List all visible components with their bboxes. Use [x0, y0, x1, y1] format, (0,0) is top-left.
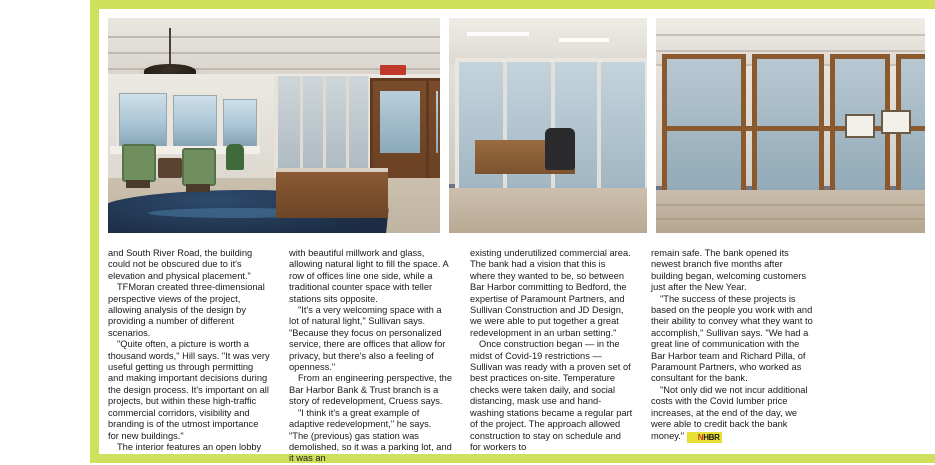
paragraph: The interior features an open lobby	[117, 441, 262, 452]
nhbr-logo-hbr: HBR	[703, 432, 720, 442]
paragraph: and South River Road, the building could not be obscured due to it's elevation and physical placement."	[108, 248, 253, 281]
paragraph: with beautiful millwork and glass, allowing natural light to fill the space. A row of offices line one side, while a traditional counter space with teller stations sits opposite.	[289, 248, 449, 304]
paragraph: "Quite often, a picture is worth a thousand words," Hill says. "It was very useful getting us through permitting and making important decisions during the design process. It's important on all projects, but within these high-traffic commercial corridors, visibility and branding is of the utmost importance for new buildings."	[108, 339, 270, 441]
paragraph: "The success of these projects is based on the people you work with and their ability to convey what they want to accomplish," Sullivan says. "We had a great line of communication with the Bar Harbor team and Richard Pilla, of Paramount Partners, who worked as consultant for the bank.	[651, 293, 813, 384]
column-1	[108, 248, 271, 462]
page-content	[108, 18, 925, 464]
paragraph: Once construction began — in the midst of Covid-19 restrictions — Sullivan was ready with a proven set of best practices on-site. Temperature checks were taken daily, and social distancing, mask use and hand-washing stations became a regular part of the project. The approach allowed construction to stay on schedule and for workers to	[470, 339, 633, 452]
paragraph	[651, 385, 814, 442]
paragraph: "It's a very welcoming space with a lot of natural light," Sullivan says. "Because they focus on personalized service, there are offices that allow for privacy, but there's also a feeling of openness."	[289, 305, 446, 373]
photo-strip	[108, 18, 925, 233]
column-3	[470, 248, 633, 462]
accent-frame-top	[90, 0, 935, 9]
article-body	[108, 248, 925, 462]
column-2	[289, 248, 452, 462]
paragraph: "I think it's a great example of adaptive redevelopment," he says. "The (previous) gas station was demolished, so it was a parking lot, and it was an	[289, 407, 452, 464]
paragraph: TFMoran created three-dimensional perspective views of the project, allowing analysis of the design by providing a number of different scenarios.	[108, 282, 265, 338]
final-paragraph-text: "Not only did we not incur additional costs with the Covid lumber price increases, at the end of the day, we were able to credit back the bank money."	[651, 384, 808, 441]
office-glass-partition-photo	[449, 18, 647, 233]
corridor-glass-doors-photo	[656, 18, 925, 233]
accent-frame-left	[90, 0, 99, 463]
column-4	[651, 248, 814, 462]
paragraph: remain safe. The bank opened its newest branch five months after building began, welcoming customers just after the New Year.	[651, 248, 807, 293]
paragraph: From an engineering perspective, the Bar Harbor Bank & Trust branch is a story of redevelopment, Cruess says.	[289, 373, 453, 407]
paragraph: existing underutilized commercial area. The bank had a vision that this is where they wanted to be, so between Bar Harbor committing to Bedford, the expertise of Paramount Partners, and Sullivan Construction and JD Design, we were able to put together a great redevelopment in an urban setting."	[470, 248, 631, 338]
nhbr-logo	[687, 432, 722, 443]
bank-lobby-seating-photo	[108, 18, 440, 233]
nhbr-logo-n: N	[697, 432, 704, 442]
